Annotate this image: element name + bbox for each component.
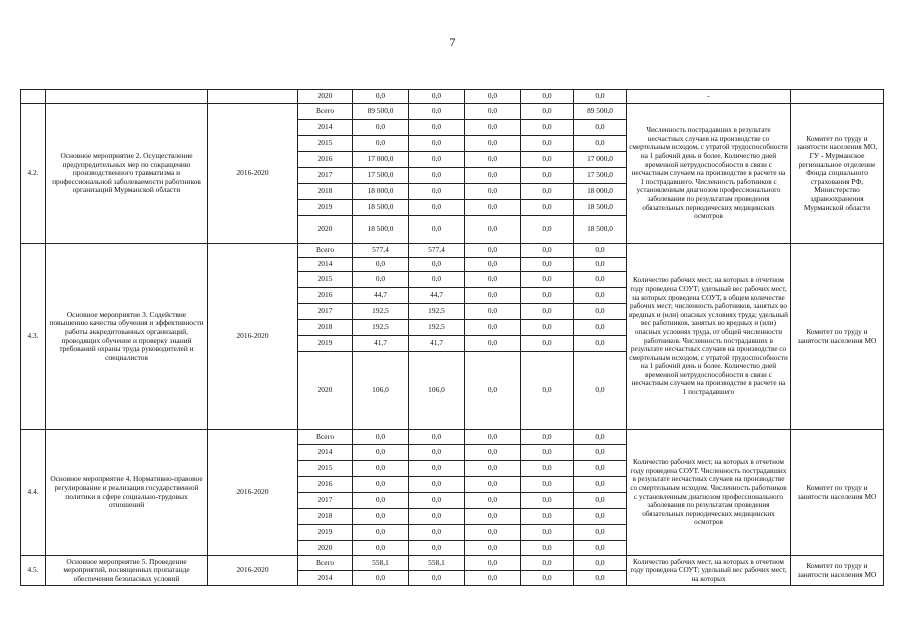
cell-value: 0,0: [574, 461, 627, 477]
section-executor: Комитет по труду и занятости населения МО: [791, 244, 884, 430]
section-indicators: Количество рабочих мест, на которых в отчетном году проведена СОУТ. Численность пострадавших в результате несчастных случаев на производстве со смертельным исходом. Численность работников с установленным диагнозом профессионального заболевания по результатам проведения обязательных периодических медицинских осмотров: [627, 430, 791, 556]
cell-value: 577,4: [353, 244, 409, 258]
cell-value: 0,0: [574, 336, 627, 352]
cell-value: 0,0: [409, 120, 465, 136]
table-body: [21, 90, 884, 586]
cell-value: 17 500,0: [353, 168, 409, 184]
cell-value: 0,0: [353, 477, 409, 493]
cell-value: 0,0: [574, 445, 627, 461]
cell-year: Всего: [298, 556, 353, 571]
cell-value: 0,0: [521, 90, 574, 104]
cell-value: 0,0: [465, 136, 521, 152]
cell-year: 2014: [298, 258, 353, 272]
cell-num: [21, 90, 46, 104]
cell-value: 0,0: [409, 90, 465, 104]
cell-year: 2015: [298, 272, 353, 288]
section-period: 2016-2020: [208, 104, 298, 244]
cell-value: 0,0: [574, 244, 627, 258]
cell-value: 0,0: [465, 258, 521, 272]
cell-value: 0,0: [465, 304, 521, 320]
cell-value: 0,0: [353, 136, 409, 152]
cell-value: 0,0: [409, 168, 465, 184]
cell-value: 0,0: [353, 430, 409, 445]
cell-value: 89 500,0: [353, 104, 409, 120]
cell-value: 18 500,0: [353, 200, 409, 216]
cell-value: 577,4: [409, 244, 465, 258]
cell-value: 0,0: [353, 509, 409, 525]
cell-value: 0,0: [409, 104, 465, 120]
cell-value: 0,0: [353, 493, 409, 509]
cell-value: 0,0: [521, 430, 574, 445]
cell-value: 17 000,0: [574, 152, 627, 168]
cell-value: 192,5: [353, 320, 409, 336]
cell-value: 106,0: [409, 352, 465, 430]
section-indicators: Количество рабочих мест, на которых в отчетном году проведена СОУТ; удельный вес рабочих мест, на которых: [627, 556, 791, 586]
cell-value: 0,0: [574, 304, 627, 320]
cell-value: 0,0: [465, 352, 521, 430]
cell-value: 0,0: [409, 541, 465, 556]
cell-value: 0,0: [409, 200, 465, 216]
section-name: Основное мероприятие 2. Осуществление предупредительных мер по сокращению производственного травматизма и профессиональной заболеваемости работников организаций Мурманской области: [46, 104, 208, 244]
cell-value: 0,0: [574, 136, 627, 152]
cell-value: 17 500,0: [574, 168, 627, 184]
cell-executor: [791, 90, 884, 104]
section-executor: Комитет по труду и занятости населения МО: [791, 556, 884, 586]
section-indicators: Численность пострадавших в результате несчастных случаев на производстве со смертельным исходом, с утратой трудоспособности на 1 рабочий день и более. Количество дней временной нетрудоспособности в связи с несчастным случаем на производстве в расчете на 1 пострадавшего. Численность работников с установленным диагнозом профессионального заболевания по результатам проведения обязательных периодических медицинских осмотров: [627, 104, 791, 244]
cell-year: 2019: [298, 336, 353, 352]
section-period: 2016-2020: [208, 244, 298, 430]
cell-value: 0,0: [521, 258, 574, 272]
cell-year: 2018: [298, 320, 353, 336]
cell-value: 0,0: [574, 571, 627, 586]
cell-value: 0,0: [574, 556, 627, 571]
cell-year: 2020: [298, 541, 353, 556]
cell-value: 18 500,0: [574, 216, 627, 244]
cell-value: 0,0: [409, 152, 465, 168]
cell-value: 0,0: [521, 461, 574, 477]
page-number: 7: [449, 35, 456, 49]
cell-year: Всего: [298, 244, 353, 258]
cell-value: 0,0: [465, 320, 521, 336]
cell-year: 2018: [298, 184, 353, 200]
cell-value: 0,0: [521, 556, 574, 571]
cell-value: 106,0: [353, 352, 409, 430]
cell-value: 0,0: [465, 556, 521, 571]
cell-value: 0,0: [521, 272, 574, 288]
cell-value: 0,0: [574, 272, 627, 288]
cell-value: 0,0: [521, 352, 574, 430]
cell-value: 0,0: [521, 525, 574, 541]
cell-value: 0,0: [574, 288, 627, 304]
cell-value: 0,0: [574, 430, 627, 445]
cell-value: 0,0: [409, 461, 465, 477]
table-row: [21, 104, 884, 120]
cell-value: 0,0: [521, 152, 574, 168]
program-activities-table: [20, 89, 884, 586]
cell-value: 0,0: [409, 184, 465, 200]
cell-value: 0,0: [465, 477, 521, 493]
cell-year: 2020: [298, 352, 353, 430]
section-name: Основное мероприятие 4. Нормативно-правовое регулирование и реализация государственной политики в сфере социально-трудовых отношений: [46, 430, 208, 556]
cell-value: 0,0: [465, 509, 521, 525]
cell-value: 0,0: [353, 445, 409, 461]
cell-value: 0,0: [574, 525, 627, 541]
cell-value: 0,0: [574, 541, 627, 556]
cell-value: 0,0: [521, 244, 574, 258]
cell-year: 2017: [298, 304, 353, 320]
cell-value: 44,7: [409, 288, 465, 304]
cell-value: 0,0: [353, 272, 409, 288]
cell-year: 2017: [298, 168, 353, 184]
cell-value: 0,0: [465, 272, 521, 288]
cell-value: 0,0: [574, 509, 627, 525]
cell-value: 0,0: [465, 541, 521, 556]
section-executor: Комитет по труду и занятости населения МО, ГУ - Мурманское региональное отделение Фонда социального страхования РФ, Министерство здравоохранения Мурманской области: [791, 104, 884, 244]
cell-value: 18 500,0: [353, 216, 409, 244]
cell-value: 0,0: [521, 320, 574, 336]
cell-year: 2016: [298, 477, 353, 493]
cell-value: 0,0: [521, 168, 574, 184]
cell-value: 0,0: [353, 541, 409, 556]
cell-value: 18 000,0: [353, 184, 409, 200]
cell-value: 0,0: [409, 430, 465, 445]
cell-value: 0,0: [521, 541, 574, 556]
cell-value: 0,0: [465, 461, 521, 477]
cell-value: 0,0: [353, 120, 409, 136]
section-period: 2016-2020: [208, 556, 298, 586]
cell-value: 0,0: [521, 184, 574, 200]
cell-value: 0,0: [521, 136, 574, 152]
cell-year: 2020: [298, 90, 353, 104]
section-number: 4.4.: [21, 430, 46, 556]
cell-value: 0,0: [465, 152, 521, 168]
cell-value: 0,0: [521, 120, 574, 136]
cell-value: 0,0: [521, 445, 574, 461]
cell-value: 41,7: [353, 336, 409, 352]
cell-value: 0,0: [521, 304, 574, 320]
cell-value: 0,0: [574, 258, 627, 272]
cell-value: 0,0: [574, 477, 627, 493]
cell-value: 0,0: [409, 445, 465, 461]
cell-value: 44,7: [353, 288, 409, 304]
cell-year: 2016: [298, 152, 353, 168]
table-row: [21, 244, 884, 258]
cell-value: 0,0: [353, 525, 409, 541]
cell-value: 0,0: [521, 477, 574, 493]
cell-value: 0,0: [465, 244, 521, 258]
cell-value: 558,1: [409, 556, 465, 571]
cell-indicators: -: [627, 90, 791, 104]
cell-value: 0,0: [465, 200, 521, 216]
cell-value: 18 000,0: [574, 184, 627, 200]
cell-year: 2016: [298, 288, 353, 304]
cell-value: 0,0: [465, 104, 521, 120]
cell-year: 2015: [298, 461, 353, 477]
cell-value: 0,0: [465, 493, 521, 509]
cell-year: 2019: [298, 200, 353, 216]
section-number: 4.2.: [21, 104, 46, 244]
cell-value: 0,0: [409, 571, 465, 586]
cell-value: 0,0: [353, 571, 409, 586]
section-number: 4.3.: [21, 244, 46, 430]
table-row: [21, 90, 884, 104]
cell-value: 0,0: [465, 216, 521, 244]
cell-value: 0,0: [521, 288, 574, 304]
cell-value: 18 500,0: [574, 200, 627, 216]
cell-year: 2015: [298, 136, 353, 152]
cell-year: 2019: [298, 525, 353, 541]
cell-value: 192,5: [409, 320, 465, 336]
cell-value: 0,0: [465, 445, 521, 461]
cell-value: 0,0: [521, 509, 574, 525]
section-name: Основное мероприятие 5. Проведение мероприятий, посвященных пропаганде обеспечения безопасных условий: [46, 556, 208, 586]
cell-value: 0,0: [465, 120, 521, 136]
cell-value: 0,0: [409, 136, 465, 152]
section-indicators: Количество рабочих мест, на которых в отчетном году проведена СОУТ; удельный вес рабочих мест, на которых проведена СОУТ, в общем количестве рабочих мест; численность работников, занятых во вредных и (или) опасных условиях труда; удельный вес работников, занятых во вредных и (или) опасных условиях труда, от общей численности работников. Численность пострадавших в результате несчастных случаев на производстве со смертельным исходом, с утратой трудоспособности на 1 рабочий день и более. Количество дней временной нетрудоспособности в связи с несчастным случаем на производстве в расчете на 1 пострадавшего: [627, 244, 791, 430]
cell-value: 41,7: [409, 336, 465, 352]
section-executor: Комитет по труду и занятости населения МО: [791, 430, 884, 556]
cell-year: Всего: [298, 430, 353, 445]
cell-value: 0,0: [409, 493, 465, 509]
cell-value: 558,1: [353, 556, 409, 571]
cell-value: 0,0: [521, 571, 574, 586]
cell-year: Всего: [298, 104, 353, 120]
cell-value: 0,0: [465, 288, 521, 304]
cell-value: 0,0: [465, 184, 521, 200]
cell-year: 2018: [298, 509, 353, 525]
cell-value: 17 000,0: [353, 152, 409, 168]
cell-value: 0,0: [465, 525, 521, 541]
cell-value: 0,0: [465, 571, 521, 586]
table-row: [21, 430, 884, 445]
cell-value: 0,0: [353, 461, 409, 477]
cell-value: 0,0: [409, 216, 465, 244]
cell-value: 192,5: [409, 304, 465, 320]
cell-year: 2014: [298, 120, 353, 136]
cell-period: [208, 90, 298, 104]
cell-value: 0,0: [574, 352, 627, 430]
cell-year: 2014: [298, 571, 353, 586]
cell-name: [46, 90, 208, 104]
cell-value: 0,0: [574, 493, 627, 509]
cell-value: 0,0: [521, 104, 574, 120]
cell-value: 0,0: [409, 477, 465, 493]
cell-value: 0,0: [353, 90, 409, 104]
cell-value: 0,0: [574, 320, 627, 336]
cell-value: 0,0: [574, 120, 627, 136]
cell-value: 0,0: [521, 336, 574, 352]
cell-value: 192,5: [353, 304, 409, 320]
table-row: [21, 556, 884, 571]
cell-value: 0,0: [409, 272, 465, 288]
cell-year: 2017: [298, 493, 353, 509]
cell-value: 0,0: [409, 258, 465, 272]
cell-value: 0,0: [353, 258, 409, 272]
section-name: Основное мероприятие 3. Содействие повышению качества обучения и эффективности работы аккредитованных организаций, проводящих обучение и проверку знаний требований охраны труда руководителей и специалистов: [46, 244, 208, 430]
cell-value: 0,0: [465, 168, 521, 184]
section-number: 4.5.: [21, 556, 46, 586]
cell-value: 0,0: [465, 430, 521, 445]
section-period: 2016-2020: [208, 430, 298, 556]
cell-value: 0,0: [409, 525, 465, 541]
cell-value: 0,0: [465, 90, 521, 104]
cell-value: 0,0: [409, 509, 465, 525]
cell-year: 2014: [298, 445, 353, 461]
cell-value: 0,0: [521, 216, 574, 244]
cell-value: 89 500,0: [574, 104, 627, 120]
cell-year: 2020: [298, 216, 353, 244]
cell-value: 0,0: [465, 336, 521, 352]
cell-value: 0,0: [521, 200, 574, 216]
cell-value: 0,0: [574, 90, 627, 104]
cell-value: 0,0: [521, 493, 574, 509]
